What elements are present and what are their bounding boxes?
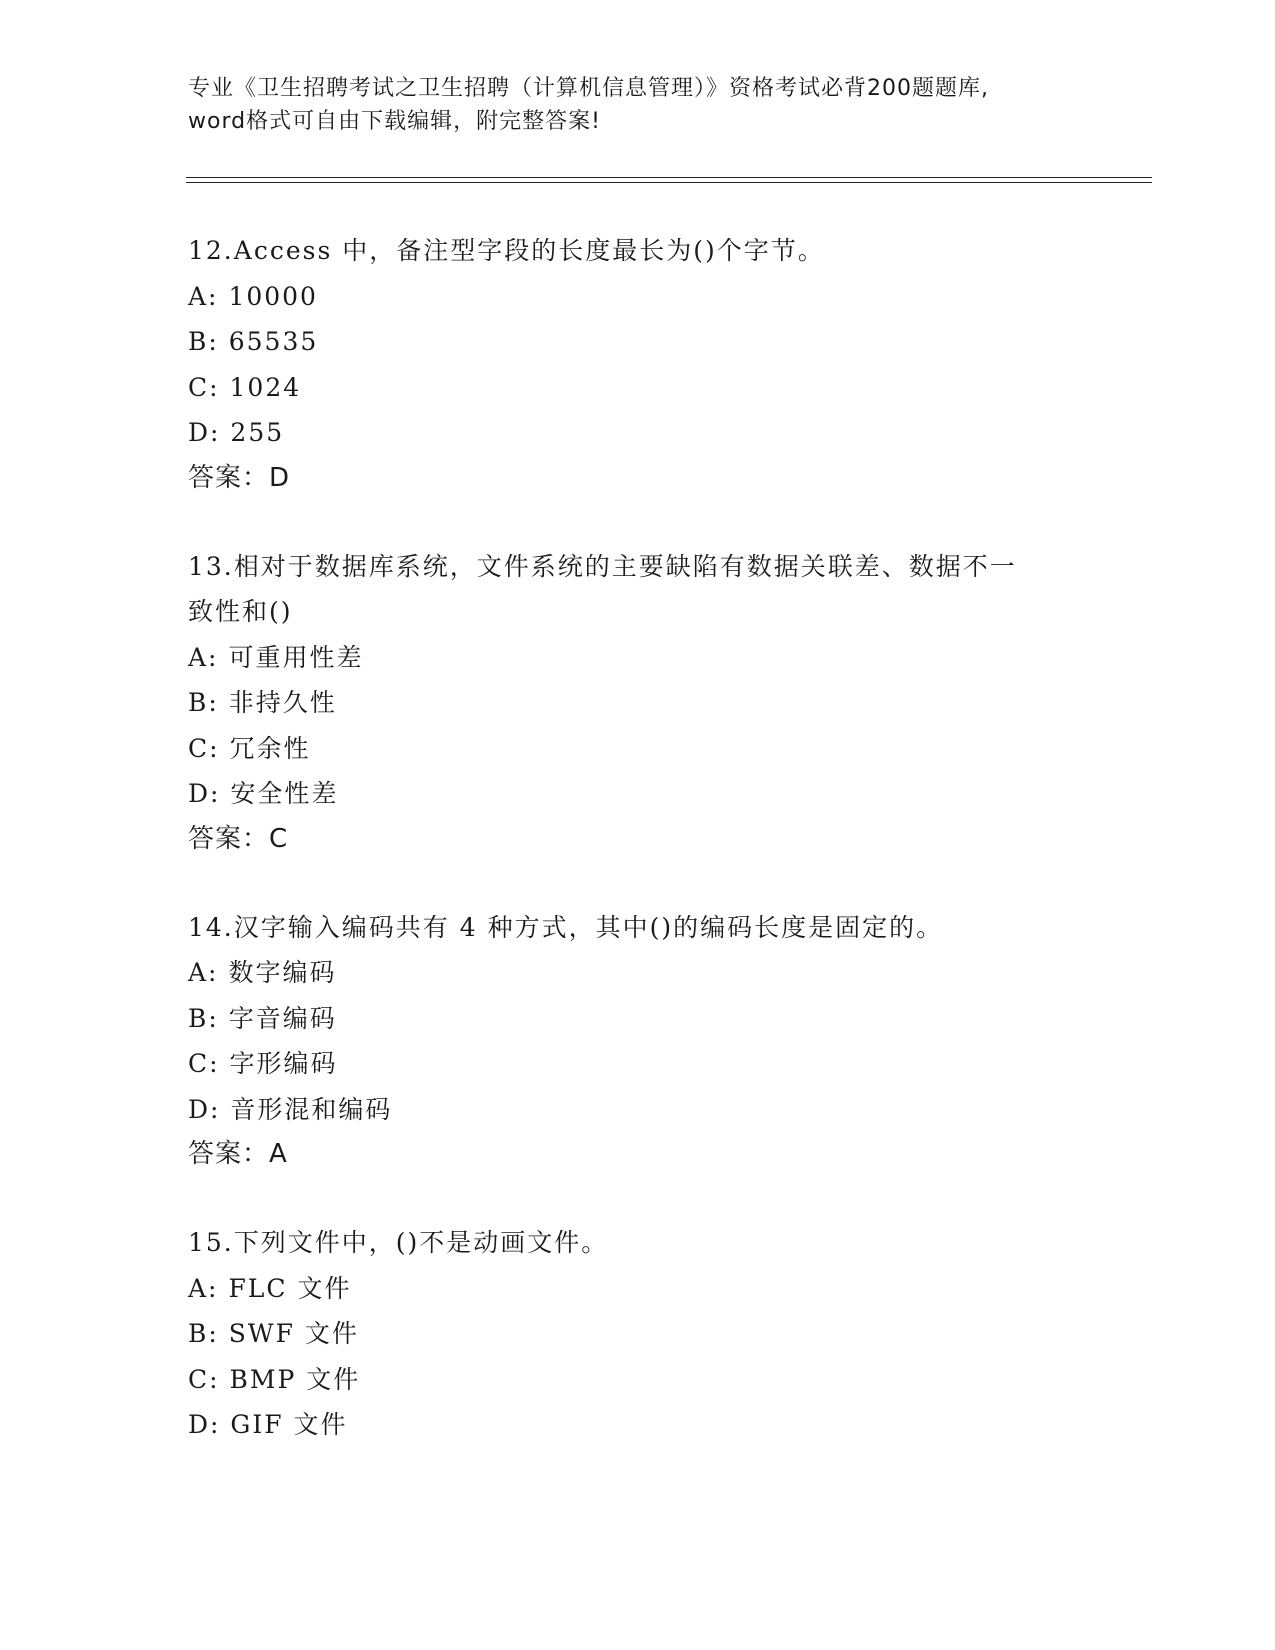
option-letter: B:: [188, 1319, 219, 1348]
option-letter: A:: [188, 642, 219, 672]
option-text: 10000: [228, 281, 318, 311]
option-letter: A:: [188, 281, 219, 311]
question-block: [188, 544, 1088, 862]
option-row: [188, 680, 1088, 726]
option-text: SWF 文件: [228, 1319, 359, 1348]
option-letter: D:: [188, 779, 221, 808]
option-row: [188, 1402, 1088, 1448]
option-row: [188, 996, 1088, 1042]
option-letter: D:: [188, 1094, 221, 1124]
question-stem-continued: [188, 589, 1088, 635]
option-letter: A:: [188, 958, 219, 987]
question-number: 13.: [188, 551, 234, 581]
option-text: 音形混和编码: [230, 1094, 393, 1124]
option-letter: C:: [188, 733, 220, 763]
option-row: [188, 635, 1088, 681]
question-block: [188, 905, 1088, 1178]
question-number: 12.: [188, 236, 234, 265]
option-row: [188, 274, 1088, 320]
option-row: [188, 771, 1088, 817]
option-text: 字形编码: [229, 1049, 338, 1078]
question-stem: [188, 1220, 1088, 1266]
option-letter: C:: [188, 1364, 220, 1394]
option-text: FLC 文件: [228, 1273, 352, 1303]
question-text: 汉字输入编码共有 4 种方式，其中()的编码长度是固定的。: [233, 912, 944, 942]
question-text: Access 中，备注型字段的长度最长为()个字节。: [233, 236, 825, 265]
option-row: [188, 365, 1088, 411]
option-letter: B:: [188, 688, 219, 717]
option-row: [188, 1041, 1088, 1087]
question-block: [188, 1220, 1088, 1448]
option-text: BMP 文件: [229, 1364, 361, 1394]
question-block: [188, 228, 1088, 501]
option-text: 数字编码: [228, 958, 337, 987]
option-row: [188, 1266, 1088, 1312]
question-stem: [188, 544, 1088, 590]
header-line-2: word格式可自由下载编辑，附完整答案!: [188, 109, 601, 134]
question-text: 相对于数据库系统，文件系统的主要缺陷有数据关联差、数据不一: [233, 551, 1017, 581]
question-list: [188, 228, 1088, 1491]
option-row: [188, 1087, 1088, 1133]
option-letter: B:: [188, 1003, 219, 1033]
option-row: [188, 1311, 1088, 1357]
option-text: 非持久性: [228, 688, 337, 717]
option-text: 可重用性差: [228, 642, 364, 672]
question-text: 致性和(): [188, 597, 293, 626]
question-number: 14.: [188, 912, 234, 942]
header-divider-top: [186, 177, 1152, 178]
option-text: 65535: [228, 327, 319, 356]
question-stem: [188, 228, 1088, 274]
option-letter: C:: [188, 1049, 220, 1078]
option-text: GIF 文件: [230, 1410, 348, 1439]
document-header: [188, 72, 1088, 138]
option-row: [188, 410, 1088, 456]
question-text: 下列文件中，()不是动画文件。: [233, 1228, 609, 1257]
option-row: [188, 319, 1088, 365]
option-text: 255: [230, 418, 285, 447]
option-row: [188, 726, 1088, 772]
answer-line: 答案：D: [188, 462, 291, 493]
header-divider-bottom: [186, 182, 1152, 183]
answer-line: 答案：C: [188, 823, 289, 854]
option-letter: C:: [188, 372, 220, 402]
option-text: 冗余性: [229, 733, 311, 763]
option-letter: A:: [188, 1273, 219, 1303]
option-row: [188, 1357, 1088, 1403]
header-line-1: 专业《卫生招聘考试之卫生招聘（计算机信息管理）》资格考试必背200题题库,: [188, 76, 989, 101]
option-text: 安全性差: [230, 779, 339, 808]
question-number: 15.: [188, 1228, 234, 1257]
question-stem: [188, 905, 1088, 951]
answer-line: 答案：A: [188, 1139, 288, 1169]
option-text: 1024: [229, 372, 302, 402]
option-letter: D:: [188, 1410, 221, 1439]
option-letter: D:: [188, 418, 221, 447]
option-text: 字音编码: [228, 1003, 337, 1033]
option-letter: B:: [188, 327, 219, 356]
option-row: [188, 950, 1088, 996]
